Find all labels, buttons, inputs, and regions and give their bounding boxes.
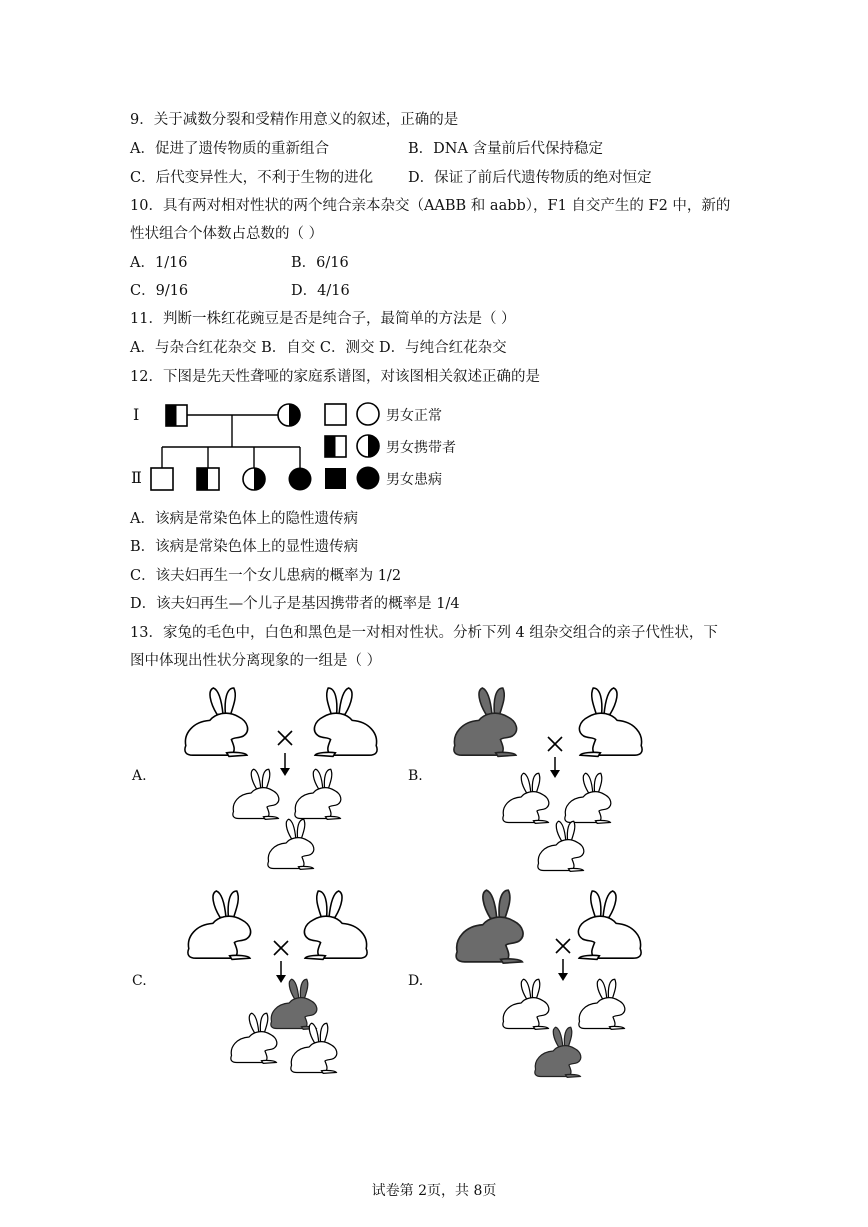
q12-option-a: A．该病是常染色体上的隐性遗传病: [130, 511, 358, 527]
panel-b-label: B.: [408, 768, 423, 784]
legend-carrier-label: 男女携带者: [386, 440, 456, 456]
q10-stem-line2: 性状组合个体数占总数的（ ）: [130, 226, 324, 242]
legend-normal-label: 男女正常: [386, 408, 442, 424]
q9-option-a: A．促进了遗传物质的重新组合: [130, 141, 329, 157]
rabbit-white-parent: [578, 891, 641, 959]
generation-2-label: Ⅱ: [131, 468, 142, 487]
q10-option-a: A．1/16: [130, 255, 188, 271]
q9-option-c: C．后代变异性大，不利于生物的进化: [130, 170, 374, 186]
q9-stem: 9．关于减数分裂和受精作用意义的叙述，正确的是: [130, 112, 459, 128]
page-footer: 试卷第 2页，共 8页: [371, 1183, 497, 1199]
q13-stem-line2: 图中体现出性状分离现象的一组是（ ）: [130, 653, 382, 669]
panel-d-label: D.: [408, 973, 424, 989]
rabbit-black-offspring: [535, 1027, 581, 1077]
q11-stem: 11．判断一株红花豌豆是否是纯合子，最简单的方法是（ ）: [130, 311, 516, 327]
cross-symbol: [556, 939, 570, 953]
q10-option-d: D．4/16: [291, 283, 350, 299]
q12-option-d: D．该夫妇再生—个儿子是基因携带者的概率是 1/4: [130, 596, 460, 612]
generation-1-label: Ⅰ: [133, 405, 140, 424]
rabbit-black-parent: [456, 890, 523, 963]
q13-stem-line1: 13．家兔的毛色中，白色和黑色是一对相对性状。分析下列 4 组杂交组合的亲子代性状，下: [130, 625, 718, 641]
q12-option-c: C．该夫妇再生一个女儿患病的概率为 1/2: [130, 568, 402, 584]
q12-stem: 12．下图是先天性聋哑的家庭系谱图，对该图相关叙述正确的是: [130, 369, 540, 385]
panel-a-label: A.: [132, 768, 147, 784]
rabbit-white-offspring-2: [579, 979, 625, 1029]
q10-option-c: C．9/16: [130, 283, 189, 299]
panel-c-label: C.: [132, 973, 147, 989]
q9-option-b: B．DNA 含量前后代保持稳定: [408, 141, 604, 157]
arrow-down: [558, 959, 568, 981]
q10-stem-line1: 10．具有两对相对性状的两个纯合亲本杂交（AABB 和 aabb），F1 自交产生的 F2 中，新的: [130, 198, 731, 214]
q10-option-b: B．6/16: [291, 255, 349, 271]
q11-options: A．与杂合红花杂交 B．自交 C．测交 D．与纯合红花杂交: [130, 340, 507, 356]
rabbit-white-offspring-1: [503, 979, 549, 1029]
legend-affected-label: 男女患病: [386, 472, 442, 488]
q12-option-b: B．该病是常染色体上的显性遗传病: [130, 539, 359, 555]
q9-option-d: D．保证了前后代遗传物质的绝对恒定: [408, 170, 652, 186]
